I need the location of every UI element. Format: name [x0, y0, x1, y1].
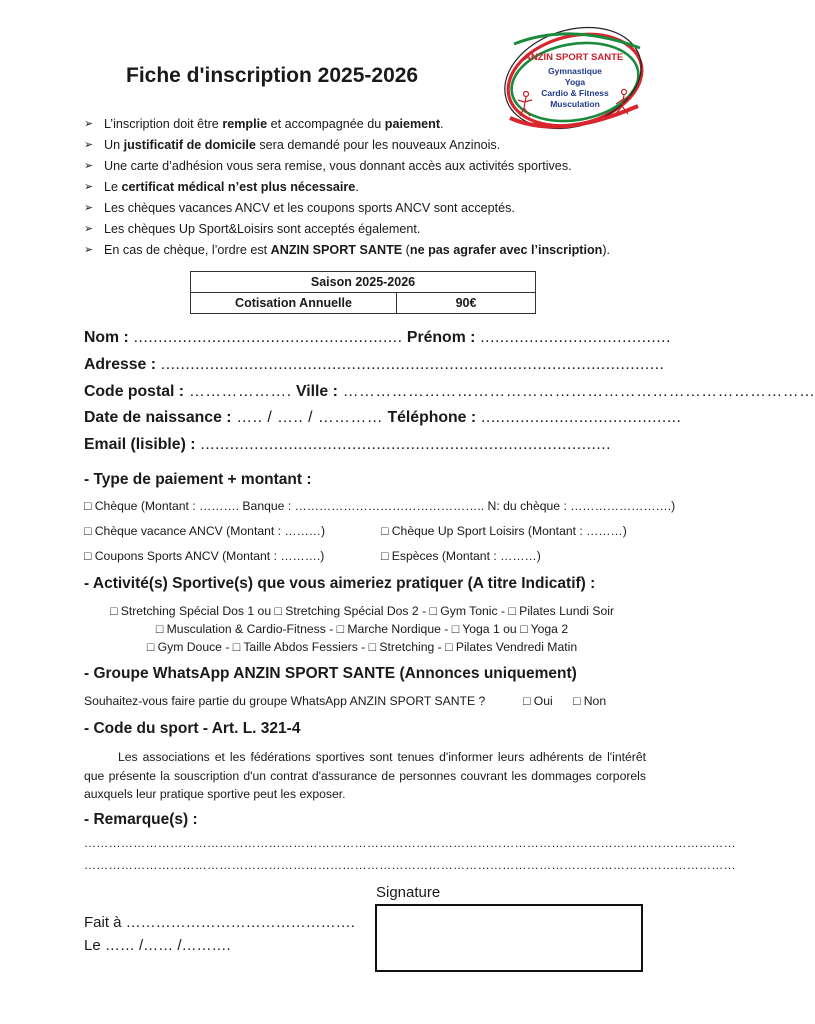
rule-text: et accompagnée du — [267, 117, 385, 131]
arrow-bullet-icon: ➢ — [84, 181, 94, 193]
code-sport-text: Les associations et les fédérations sportives sont tenues d'informer leurs adhérents de l'intérêt que présente la souscription d'un contrat d'assurance de personnes couvrant les dommages corporels auxquels leur pratique sportive peut les exposer. — [84, 750, 646, 801]
arrow-bullet-icon: ➢ — [84, 244, 94, 256]
email-label: Email (lisible) : — [84, 436, 196, 453]
rule-item — [84, 219, 610, 240]
tel-dots[interactable]: ......................................... — [476, 409, 682, 426]
payment-coupons-option[interactable]: □ Coupons Sports ANCV (Montant : ……….) — [84, 549, 325, 563]
rule-text: ). — [602, 243, 611, 257]
rule-text: Les chèques Up Sport&Loisirs sont acceptés également. — [104, 222, 421, 236]
logo-line-muscu: Musculation — [550, 99, 600, 109]
code-sport-title: - Code du sport - Art. L. 321-4 — [84, 720, 301, 737]
logo-line-yoga: Yoga — [564, 77, 586, 87]
rule-text: remplie — [222, 117, 268, 131]
ddn-label: Date de naissance : — [84, 409, 232, 426]
season-header: Saison 2025-2026 — [191, 272, 536, 293]
prenom-dots[interactable]: ....................................... — [475, 329, 671, 346]
prenom-label: Prénom : — [402, 329, 476, 346]
rule-text: ANZIN SPORT SANTE — [270, 243, 403, 257]
payment-cheque-vacance-option[interactable]: □ Chèque vacance ANCV (Montant : ………) — [84, 524, 326, 538]
arrow-bullet-icon: ➢ — [84, 160, 94, 172]
rule-item — [84, 198, 610, 219]
rule-text: L’inscription doit être — [104, 117, 223, 131]
rule-text: Un — [104, 138, 124, 152]
payment-cheque-option[interactable]: □ Chèque (Montant : ………. Banque : ……………………………………….. N: du chèque : …………………….) — [84, 499, 676, 513]
whatsapp-question: Souhaitez-vous faire partie du groupe WhatsApp ANZIN SPORT SANTE ? — [84, 694, 486, 708]
adresse-dots[interactable]: ....................................................................................................... — [156, 356, 665, 373]
field-adresse[interactable] — [84, 356, 664, 374]
field-ddn-tel[interactable] — [84, 409, 681, 427]
rule-text: Une carte d’adhésion vous sera remise, vous donnant accès aux activités sportives. — [104, 159, 572, 173]
rules-list — [84, 114, 610, 261]
rule-text: En cas de chèque, l’ordre est — [104, 243, 271, 257]
rule-item — [84, 156, 610, 177]
whatsapp-non-checkbox[interactable]: □ Non — [573, 694, 607, 708]
rule-text: . — [440, 117, 444, 131]
ville-dots[interactable]: …………………………………………………………………………… — [337, 383, 815, 400]
ddn-dots[interactable]: ….. / ….. / ………… — [231, 409, 384, 426]
nom-dots[interactable]: ....................................................... — [128, 329, 403, 346]
cotisation-label: Cotisation Annuelle — [191, 293, 397, 314]
tel-label: Téléphone : — [383, 409, 477, 426]
ville-label: Ville : — [291, 383, 338, 400]
season-table — [190, 271, 536, 314]
rule-text: ne pas agrafer avec l’inscription — [409, 243, 603, 257]
signature-box[interactable] — [375, 904, 643, 972]
remarques-line-1[interactable]: …………………………………………………………………………………………………………………………………………… — [84, 836, 736, 850]
rule-text: certificat médical n’est plus nécessaire — [121, 180, 356, 194]
email-dots[interactable]: .................................................................................... — [195, 436, 612, 453]
remarques-line-2[interactable]: …………………………………………………………………………………………………………………………………………… — [84, 858, 736, 872]
arrow-bullet-icon: ➢ — [84, 223, 94, 235]
whatsapp-oui-checkbox[interactable]: □ Oui — [523, 694, 553, 708]
rule-text: justificatif de domicile — [123, 138, 256, 152]
rule-item — [84, 135, 610, 156]
rule-item — [84, 114, 610, 135]
rule-text: paiement — [384, 117, 441, 131]
fait-a-field[interactable]: Fait à ………………………………………. — [84, 914, 355, 931]
remarques-title: - Remarque(s) : — [84, 811, 198, 828]
field-email[interactable] — [84, 436, 611, 454]
rule-text: sera demandé pour les nouveaux Anzinois. — [255, 138, 501, 152]
rule-text: . — [355, 180, 359, 194]
whatsapp-title: - Groupe WhatsApp ANZIN SPORT SANTE (Annonces uniquement) — [84, 665, 577, 682]
arrow-bullet-icon: ➢ — [84, 139, 94, 151]
cp-label: Code postal : — [84, 383, 185, 400]
rule-text: ( — [402, 243, 410, 257]
activities-title: - Activité(s) Sportive(s) que vous aimeriez pratiquer (A titre Indicatif) : — [84, 575, 596, 592]
arrow-bullet-icon: ➢ — [84, 202, 94, 214]
field-cp-ville[interactable] — [84, 383, 815, 401]
logo-brand-text: ANZIN SPORT SANTE — [524, 52, 624, 63]
activities-line-3[interactable]: □ Gym Douce - □ Taille Abdos Fessiers - □ Stretching - □ Pilates Vendredi Matin — [146, 640, 578, 654]
payment-title: - Type de paiement + montant : — [84, 471, 312, 488]
signature-label: Signature — [376, 884, 441, 901]
payment-cheque-up-option[interactable]: □ Chèque Up Sport Loisirs (Montant : ………) — [381, 524, 627, 538]
activities-line-2[interactable]: □ Musculation & Cardio-Fitness - □ Marche Nordique - □ Yoga 1 ou □ Yoga 2 — [155, 622, 569, 636]
activities-line-1[interactable]: □ Stretching Spécial Dos 1 ou □ Stretching Spécial Dos 2 - □ Gym Tonic - □ Pilates Lundi Soir — [109, 604, 615, 618]
logo-line-cardio: Cardio & Fitness — [541, 88, 609, 98]
rule-text: Le — [104, 180, 122, 194]
payment-especes-option[interactable]: □ Espèces (Montant : ………) — [381, 549, 541, 563]
logo-line-gym: Gymnastique — [548, 66, 602, 76]
date-le-field[interactable]: Le …… /…… /………. — [84, 937, 231, 954]
rule-text: Les chèques vacances ANCV et les coupons sports ANCV sont acceptés. — [104, 201, 515, 215]
cotisation-price: 90€ — [397, 293, 536, 314]
rule-item — [84, 240, 610, 261]
rule-item — [84, 177, 610, 198]
nom-label: Nom : — [84, 329, 129, 346]
arrow-bullet-icon: ➢ — [84, 118, 94, 130]
page-title: Fiche d'inscription 2025-2026 — [126, 64, 419, 87]
cp-dots[interactable]: ………………. — [184, 383, 292, 400]
field-nom-prenom[interactable] — [84, 329, 671, 347]
adresse-label: Adresse : — [84, 356, 156, 373]
